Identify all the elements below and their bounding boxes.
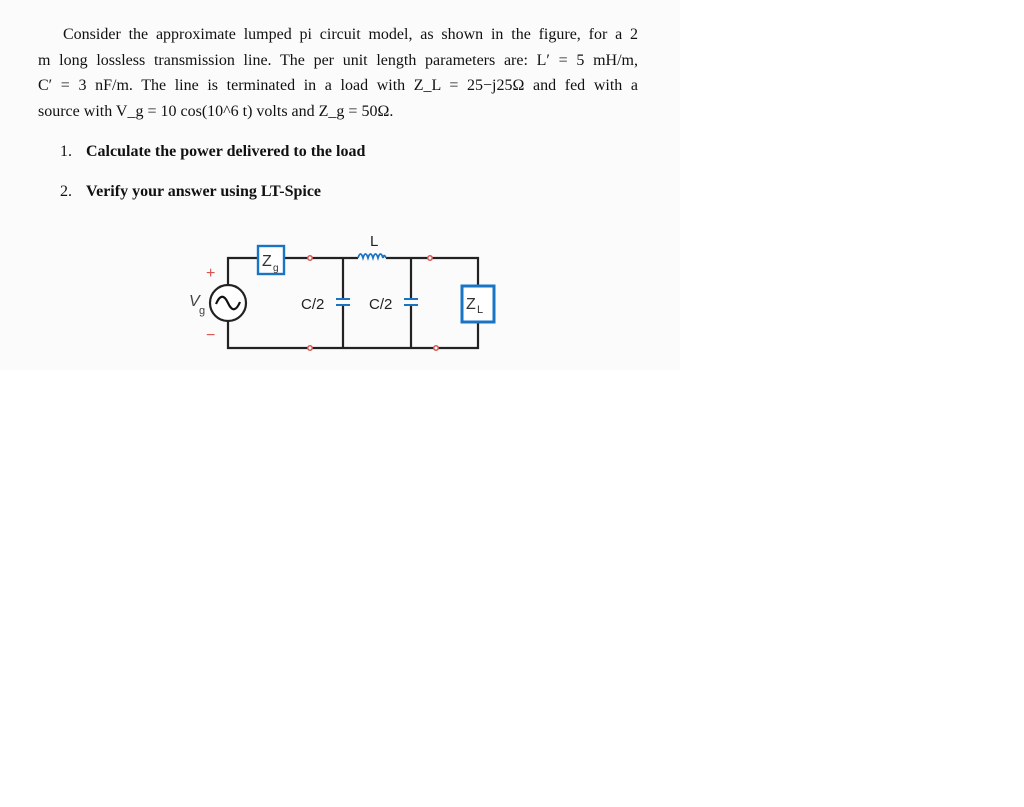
- capacitor-1-icon: [336, 299, 350, 305]
- wire-top-left: [228, 258, 258, 284]
- pi-circuit-diagram: [170, 230, 510, 370]
- problem-line-2: m long lossless transmission line. The per unit length parameters are: L′ = 5 mH/m,: [38, 51, 638, 69]
- problem-sheet: [0, 0, 680, 370]
- zg-label: Z: [262, 253, 272, 270]
- source-label: V: [189, 293, 200, 310]
- terminal-dot: [308, 346, 312, 350]
- problem-statement: [38, 22, 638, 124]
- inductor-coil-icon: [358, 254, 386, 258]
- terminal-dot: [308, 256, 312, 260]
- capacitor-2-label: C/2: [369, 296, 393, 313]
- zl-subscript: L: [477, 304, 484, 316]
- zg-subscript: g: [273, 263, 279, 274]
- problem-line-4: source with V_g = 10 cos(10^6 t) volts and Z_g = 50Ω.: [38, 102, 394, 120]
- zl-label: Z: [466, 296, 476, 313]
- terminal-dot: [434, 346, 438, 350]
- problem-line-1: Consider the approximate lumped pi circuit model, as shown in the figure, for a 2: [63, 26, 638, 43]
- source-subscript: g: [199, 305, 206, 317]
- task-text: Calculate the power delivered to the load: [86, 143, 366, 160]
- inductor-label: L: [370, 233, 379, 250]
- capacitor-1-label: C/2: [301, 296, 325, 313]
- task-text: Verify your answer using LT-Spice: [86, 183, 322, 200]
- wire-top-right: [386, 258, 478, 286]
- terminal-dot: [428, 256, 432, 260]
- plus-sign: +: [206, 265, 216, 282]
- wire-bottom: [228, 322, 478, 348]
- task-item: [60, 140, 365, 180]
- task-list: [60, 140, 365, 220]
- task-number: 2.: [60, 183, 72, 200]
- task-item: [60, 180, 365, 220]
- minus-sign: −: [206, 327, 216, 344]
- task-number: 1.: [60, 143, 72, 160]
- problem-line-3: C′ = 3 nF/m. The line is terminated in a load with Z_L = 25−j25Ω and fed with a: [38, 77, 638, 94]
- capacitor-2-icon: [404, 299, 418, 305]
